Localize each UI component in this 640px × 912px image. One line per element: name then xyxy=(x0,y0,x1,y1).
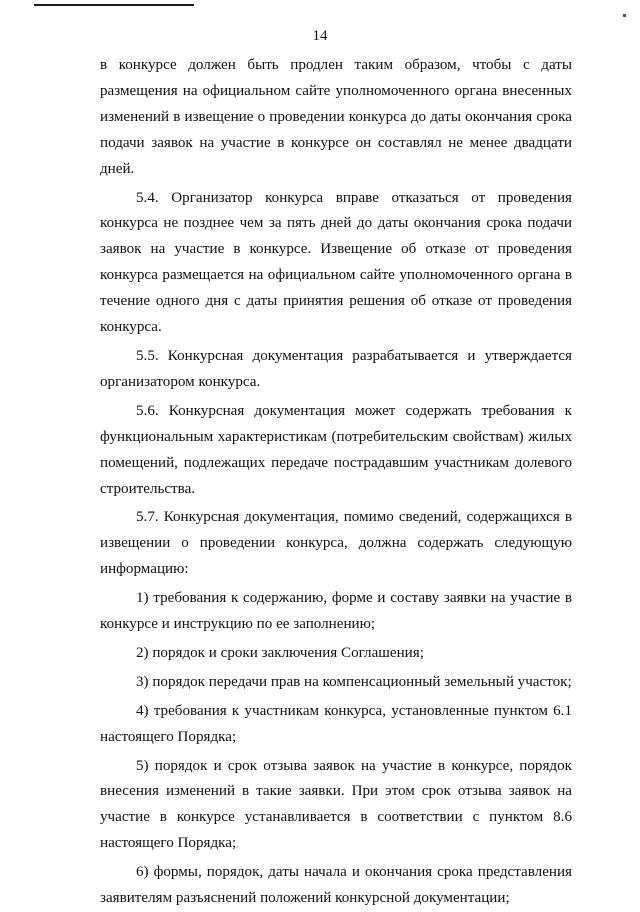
document-body xyxy=(100,53,572,912)
scan-corner-mark xyxy=(623,14,626,17)
scan-top-rule xyxy=(34,4,194,6)
paragraph-5-6: 5.6. Конкурсная документация может содержать требования к функциональным характеристикам (потребительским свойствам) жилых помещений, подлежащих передаче пострадавшим участникам долевого строительства. xyxy=(100,402,572,497)
paragraph-continuation: в конкурсе должен быть продлен таким образом, чтобы с даты размещения на официальном сайте уполномоченного органа внесенных изменений в извещение о проведении конкурса до даты окончания срока подачи заявок на участие в конкурсе он составлял не менее двадцати дней. xyxy=(100,57,572,177)
paragraph-5-4: 5.4. Организатор конкурса вправе отказаться от проведения конкурса не позднее чем за пять дней до даты окончания срока подачи заявок на участие в конкурсе. Извещение об отказе от проведения конкурса размещается на официальном сайте уполномоченного органа в течение одного дня с даты принятия решения об отказе от проведения конкурса. xyxy=(100,189,572,336)
list-item-3: 3) порядок передачи прав на компенсационный земельный участок; xyxy=(136,673,572,690)
page-number: 14 xyxy=(312,28,328,44)
list-item-2: 2) порядок и сроки заключения Соглашения; xyxy=(136,644,424,661)
list-item-1: 1) требования к содержанию, форме и составу заявки на участие в конкурсе и инструкцию по ее заполнению; xyxy=(100,590,572,633)
paragraph-5-7: 5.7. Конкурсная документация, помимо сведений, содержащихся в извещении о проведении конкурса, должна содержать следующую информацию: xyxy=(100,509,572,578)
list-item-6: 6) формы, порядок, даты начала и окончания срока представления заявителям разъяснений положений конкурсной документации; xyxy=(100,864,572,907)
list-item-4: 4) требования к участникам конкурса, установленные пунктом 6.1 настоящего Порядка; xyxy=(100,702,572,745)
paragraph-5-5: 5.5. Конкурсная документация разрабатывается и утверждается организатором конкурса. xyxy=(100,347,572,390)
list-item-5: 5) порядок и срок отзыва заявок на участие в конкурсе, порядок внесения изменений в такие заявки. При этом срок отзыва заявок на участие в конкурсе устанавливается в соответствии с пунктом 8.6 настоящего Порядка; xyxy=(100,757,572,852)
